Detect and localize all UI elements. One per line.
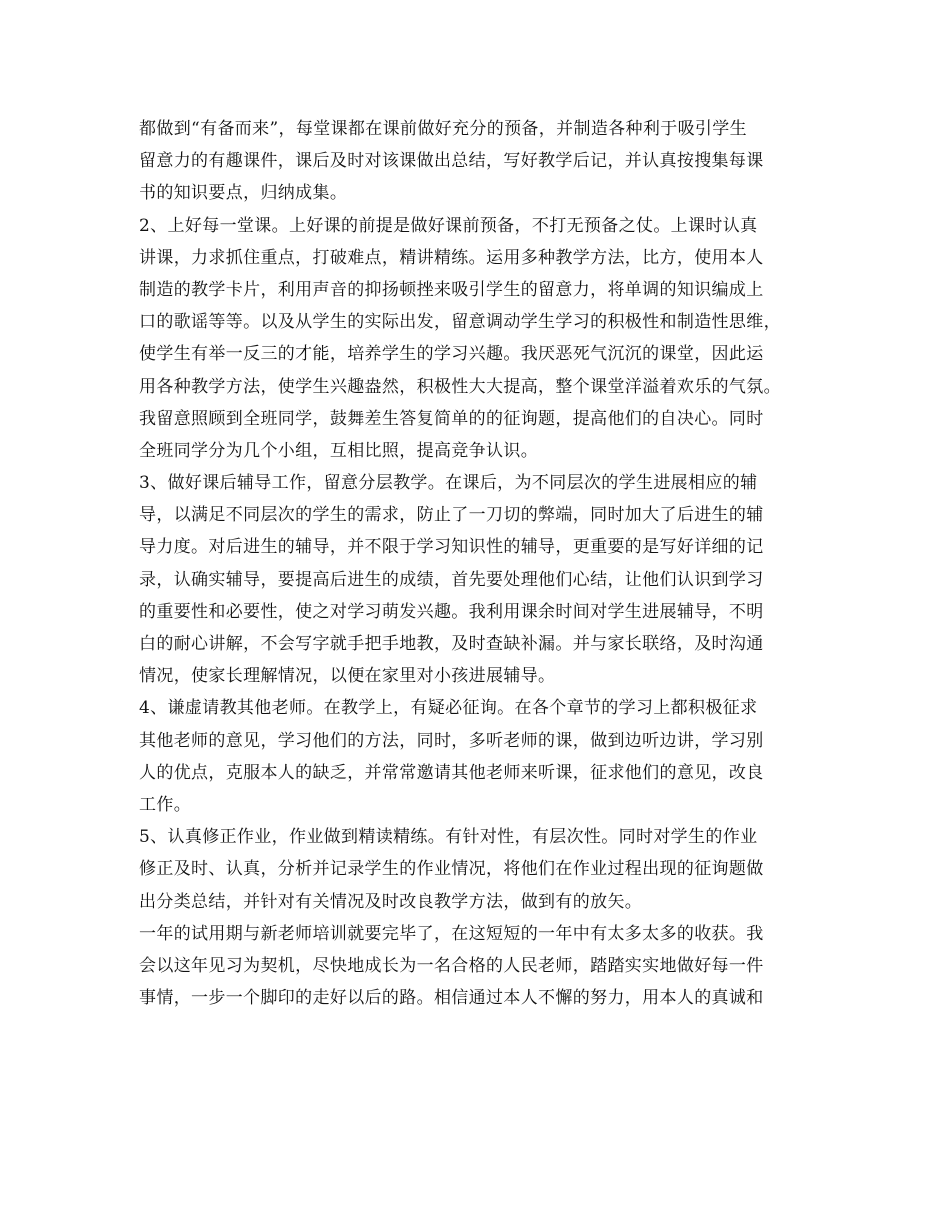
text-line: 白的耐心讲解，不会写字就手把手地教，及时查缺补漏。并与家长联络，及时沟通 <box>139 634 764 654</box>
text-line: 用各种教学方法，使学生兴趣盎然，积极性大大提高，整个课堂洋溢着欢乐的气氛。 <box>139 376 781 397</box>
text-line: 口的歌谣等等。以及从学生的实际出发，留意调动学生学习的积极性和制造性思维， <box>139 312 781 333</box>
text-line: 4、谦虚请教其他老师。在教学上，有疑必征询。在各个章节的学习上都积极征求 <box>139 698 758 719</box>
text-line: 5、认真修正作业，作业做到精读精练。有针对性，有层次性。同时对学生的作业 <box>139 827 758 848</box>
text-line: 出分类总结，并针对有关情况及时改良教学方法，做到有的放矢。 <box>139 891 643 912</box>
document-body <box>139 113 829 1014</box>
text-line: 修正及时、认真，分析并记录学生的作业情况，将他们在作业过程出现的征询题做 <box>139 859 764 880</box>
text-line: 会以这年见习为契机，尽快地成长为一名合格的人民老师，踏踏实实地做好每一件 <box>139 955 764 976</box>
text-line: 导力度。对后进生的辅导，并不限于学习知识性的辅导，更重要的是写好详细的记 <box>139 537 764 558</box>
text-line: 3、做好课后辅导工作，留意分层教学。在课后，为不同层次的学生进展相应的辅 <box>139 473 758 494</box>
text-line: 人的优点，克服本人的缺乏，并常常邀请其他老师来听课，征求他们的意见，改良 <box>139 762 764 783</box>
text-line: 一年的试用期与新老师培训就要完毕了，在这短短的一年中有太多太多的收获。我 <box>139 923 764 944</box>
text-line: 制造的教学卡片，利用声音的抑扬顿挫来吸引学生的留意力，将单调的知识编成上 <box>139 279 764 300</box>
text-line: 情况，使家长理解情况，以便在家里对小孩进展辅导。 <box>139 666 556 687</box>
text-line: 的重要性和必要性，使之对学习萌发兴趣。我利用课余时间对学生进展辅导，不明 <box>139 601 764 622</box>
text-line: 留意力的有趣课件，课后及时对该课做出总结，写好教学后记，并认真按搜集每课 <box>139 151 764 172</box>
text-line: 导，以满足不同层次的学生的需求，防止了一刀切的弊端，同时加大了后进生的辅 <box>139 505 764 526</box>
text-line: 全班同学分为几个小组，互相比照，提高竞争认识。 <box>139 440 539 461</box>
text-line: 书的知识要点，归纳成集。 <box>139 183 348 204</box>
text-line: 讲课，力求抓住重点，打破难点，精讲精练。运用多种教学方法，比方，使用本人 <box>139 247 764 268</box>
text-line: 录，认确实辅导，要提高后进生的成绩，首先要处理他们心结，让他们认识到学习 <box>139 569 764 590</box>
text-line: 工作。 <box>139 794 192 815</box>
text-line: 其他老师的意见，学习他们的方法，同时，多听老师的课，做到边听边讲，学习别 <box>139 730 764 751</box>
text-line: 我留意照顾到全班同学，鼓舞差生答复简单的的征询题，提高他们的自决心。同时 <box>139 408 764 429</box>
text-line: 使学生有举一反三的才能，培养学生的学习兴趣。我厌恶死气沉沉的课堂，因此运 <box>139 344 764 365</box>
text-line: 2、上好每一堂课。上好课的前提是做好课前预备，不打无预备之仗。上课时认真 <box>139 215 758 236</box>
text-line: 都做到“有备而来”，每堂课都在课前做好充分的预备，并制造各种利于吸引学生 <box>139 119 747 139</box>
text-line: 事情，一步一个脚印的走好以后的路。相信通过本人不懈的努力，用本人的真诚和 <box>139 988 764 1009</box>
